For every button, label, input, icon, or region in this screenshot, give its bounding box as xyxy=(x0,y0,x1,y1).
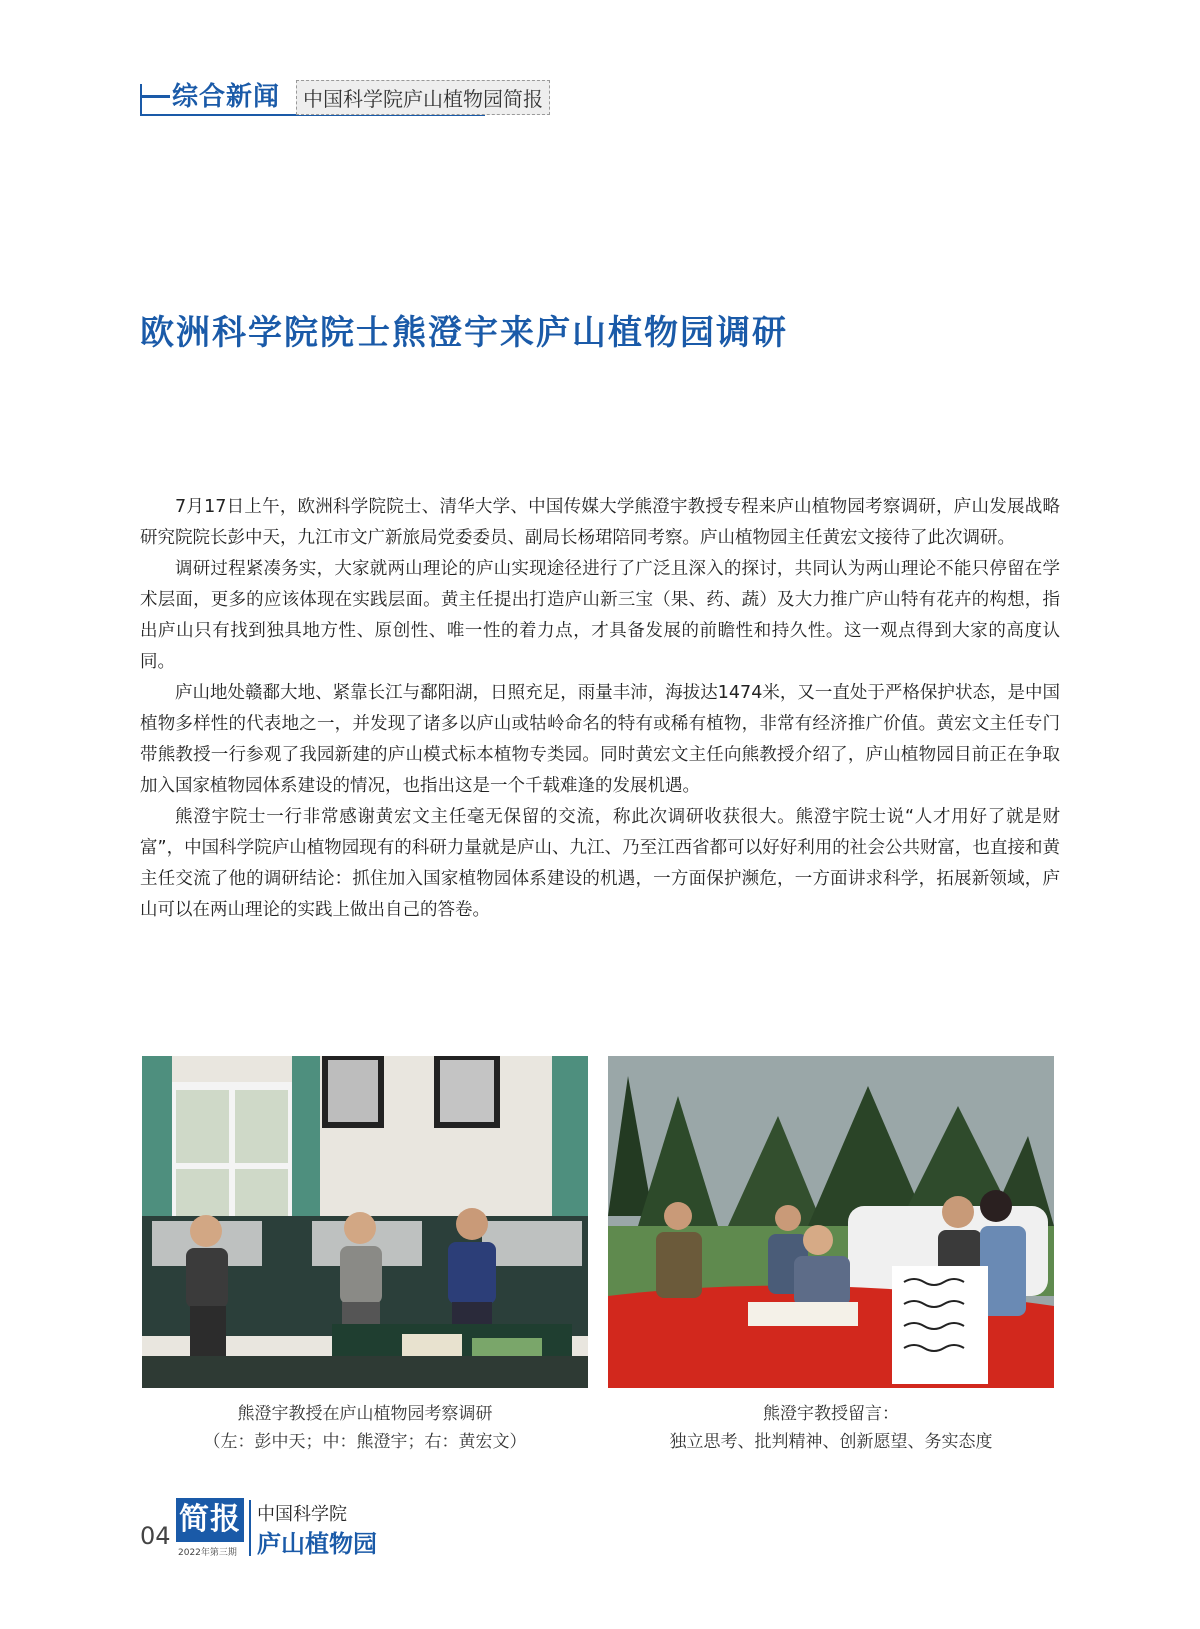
org-name-line2: 庐山植物园 xyxy=(257,1530,377,1558)
footer-divider xyxy=(249,1500,251,1556)
section-title: 综合新闻 xyxy=(172,82,281,112)
paragraph: 调研过程紧凑务实，大家就两山理论的庐山实现途径进行了广泛且深入的探讨，共同认为两山理论不能只停留在学术层面，更多的应该体现在实践层面。黄主任提出打造庐山新三宝（果、药、蔬）及大力推广庐山特有花卉的构想，指出庐山只有找到独具地方性、原创性、唯一性的着力点，才具备发展的前瞻性和持久性。这一观点得到大家的高度认同。 xyxy=(140,559,1060,672)
issue-label: 2022年第三期 xyxy=(178,1548,237,1558)
header-rule-vertical xyxy=(140,84,142,116)
header-accent-dash xyxy=(142,95,170,98)
org-name-line1: 中国科学院 xyxy=(257,1504,347,1525)
photo-caption xyxy=(142,1400,588,1456)
signing-photo xyxy=(608,1056,1054,1388)
publication-label: 中国科学院庐山植物园简报 xyxy=(296,80,550,115)
page-number: 04 xyxy=(140,1522,171,1550)
bulletin-logo: 简报 xyxy=(176,1498,244,1542)
caption-line: （左：彭中天；中：熊澄宇；右：黄宏文） xyxy=(203,1432,527,1452)
paragraph: 熊澄宇院士一行非常感谢黄宏文主任毫无保留的交流，称此次调研收获很大。熊澄宇院士说“人才用好了就是财富”，中国科学院庐山植物园现有的科研力量就是庐山、九江、乃至江西省都可以好好利用的社会公共财富，也直接和黄主任交流了他的调研结论：抓住加入国家植物园体系建设的机遇，一方面保护濒危，一方面讲求科学，拓展新领域，庐山可以在两山理论的实践上做出自己的答卷。 xyxy=(140,807,1060,920)
photo-caption xyxy=(608,1400,1054,1456)
caption-line: 熊澄宇教授在庐山植物园考察调研 xyxy=(237,1404,493,1424)
paragraph: 7月17日上午，欧洲科学院院士、清华大学、中国传媒大学熊澄宇教授专程来庐山植物园考察调研，庐山发展战略研究院院长彭中天，九江市文广新旅局党委委员、副局长杨珺陪同考察。庐山植物园主任黄宏文接待了此次调研。 xyxy=(140,497,1060,548)
article-title: 欧洲科学院院士熊澄宇来庐山植物园调研 xyxy=(140,313,788,353)
caption-line: 独立思考、批判精神、创新愿望、务实态度 xyxy=(669,1432,993,1452)
caption-line: 熊澄宇教授留言： xyxy=(763,1404,899,1424)
meeting-photo xyxy=(142,1056,588,1388)
article-body xyxy=(140,492,1060,926)
paragraph: 庐山地处赣鄱大地、紧靠长江与鄱阳湖，日照充足，雨量丰沛，海拔达1474米，又一直处于严格保护状态，是中国植物多样性的代表地之一，并发现了诸多以庐山或牯岭命名的特有或稀有植物，非常有经济推广价值。黄宏文主任专门带熊教授一行参观了我园新建的庐山模式标本植物专类园。同时黄宏文主任向熊教授介绍了，庐山植物园目前正在争取加入国家植物园体系建设的情况，也指出这是一个千载难逢的发展机遇。 xyxy=(140,683,1060,796)
